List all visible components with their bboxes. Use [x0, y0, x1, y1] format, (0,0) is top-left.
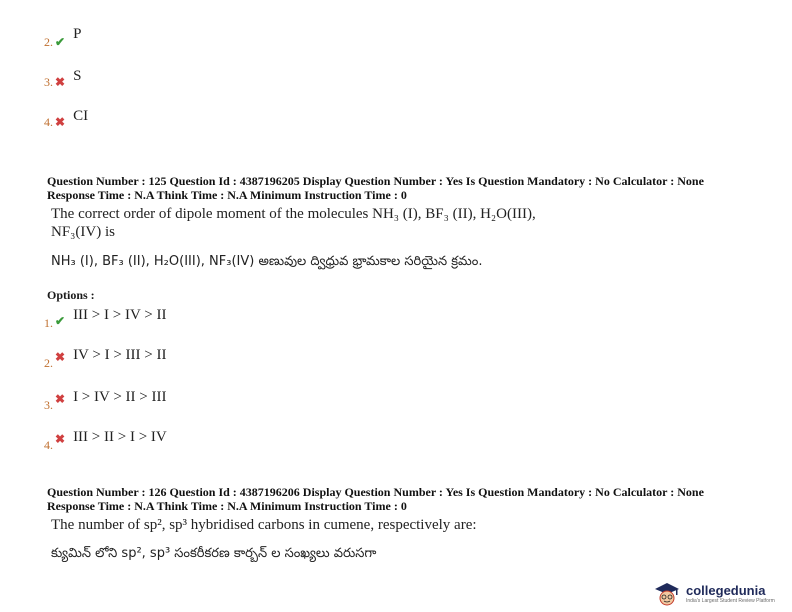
q125-option-1	[44, 306, 167, 330]
cross-icon: ✖	[55, 350, 66, 364]
cross-icon: ✖	[55, 75, 66, 89]
collegedunia-logo	[652, 580, 775, 606]
option-text: III > I > IV > II	[73, 307, 167, 323]
option-text: IV > I > III > II	[73, 347, 167, 363]
option-text: P	[73, 26, 82, 42]
option-number: 4.	[44, 438, 53, 452]
option-number: 3.	[44, 75, 53, 89]
prev-option-3	[44, 68, 82, 91]
question-126-meta-line2: Response Time : N.A Think Time : N.A Minimum Instruction Time : 0	[47, 499, 407, 513]
q125-option-4	[44, 428, 167, 452]
question-126-meta-line1: Question Number : 126 Question Id : 4387196206 Display Question Number : Yes Is Question Mandatory : No Calculator : None	[47, 485, 704, 499]
question-126-telugu-text: క్యుమిన్ లోని sp², sp³ సంకరీకరణ కార్బన్ ల సంఖ్యలు వరుసగా	[51, 546, 377, 561]
cross-icon: ✖	[55, 115, 66, 129]
cross-icon: ✖	[55, 432, 66, 446]
option-number: 2.	[44, 356, 53, 370]
option-text: S	[73, 68, 82, 84]
question-126-text-line1: The number of sp², sp³ hybridised carbons in cumene, respectively are:	[51, 517, 477, 533]
option-number: 3.	[44, 398, 53, 412]
q125-option-3	[44, 388, 167, 412]
prev-option-4	[44, 108, 89, 131]
option-number: 4.	[44, 115, 53, 129]
logo-name: collegedunia	[686, 582, 766, 598]
question-125-meta-line2: Response Time : N.A Think Time : N.A Minimum Instruction Time : 0	[47, 188, 407, 202]
option-text: CI	[73, 108, 89, 124]
question-125-text-line1: The correct order of dipole moment of the molecules NH₃ (I), BF₃ (II), H₂O(III),	[51, 206, 536, 222]
check-icon: ✔	[55, 314, 66, 328]
option-text: I > IV > II > III	[73, 389, 167, 405]
q125-option-2	[44, 346, 167, 370]
option-number: 2.	[44, 35, 53, 49]
question-125-text-line2: NF₃(IV) is	[51, 224, 115, 240]
question-125-telugu-text: NH₃ (I), BF₃ (II), H₂O(III), NF₃(IV) అణువుల ద్విధ్రువ భ్రామకాల సరియైన క్రమం.	[51, 254, 483, 269]
options-heading: Options :	[47, 288, 95, 302]
check-icon: ✔	[55, 35, 66, 49]
prev-option-2	[44, 26, 82, 51]
option-text: III > II > I > IV	[73, 429, 167, 445]
logo-tagline: India's Largest Student Review Platform	[686, 597, 775, 604]
question-125-meta-line1: Question Number : 125 Question Id : 4387196205 Display Question Number : Yes Is Question Mandatory : No Calculator : None	[47, 174, 704, 188]
cross-icon: ✖	[55, 392, 66, 406]
option-number: 1.	[44, 316, 53, 330]
mascot-icon	[652, 580, 682, 606]
